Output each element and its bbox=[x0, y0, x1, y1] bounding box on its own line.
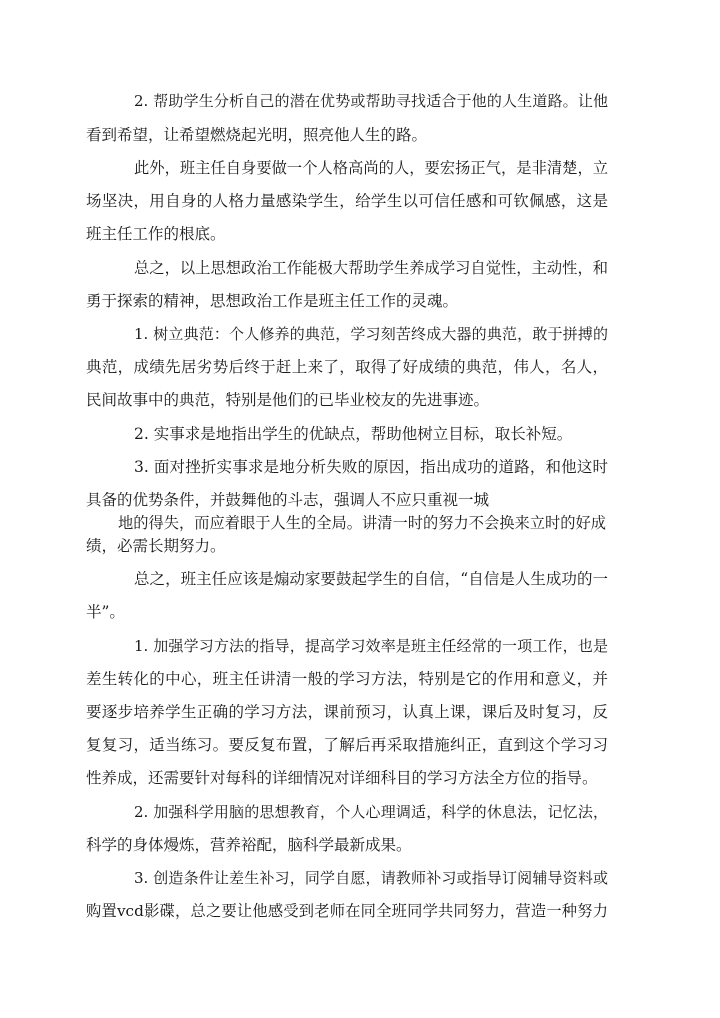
paragraph-line: 典范，成绩先居劣势后终于赶上来了，取得了好成绩的典范，伟人，名人， bbox=[86, 358, 608, 376]
paragraph-line: 购置vcd影碟，总之要让他感受到老师在同全班同学共同努力，营造一种努力 bbox=[86, 902, 608, 920]
paragraph-line: 地的得失，而应着眼于人生的全局。讲清一时的努力不会换来立时的好成 bbox=[118, 514, 606, 532]
paragraph-line: 场坚决，用自身的人格力量感染学生，给学生以可信任感和可钦佩感，这是 bbox=[86, 192, 608, 210]
paragraph-line: 1. 加强学习方法的指导，提高学习效率是班主任经常的一项工作，也是 bbox=[134, 637, 608, 655]
paragraph-line: 勇于探索的精神，思想政治工作是班主任工作的灵魂。 bbox=[86, 292, 459, 310]
paragraph-line: 1. 树立典范：个人修养的典范，学习刻苦终成大器的典范，敢于拼搏的 bbox=[134, 325, 608, 343]
paragraph-line: 差生转化的中心，班主任讲清一般的学习方法，特别是它的作用和意义，并 bbox=[86, 670, 608, 688]
paragraph-line: 2. 帮助学生分析自己的潜在优势或帮助寻找适合于他的人生道路。让他 bbox=[134, 92, 608, 110]
paragraph-line: 总之，班主任应该是煽动家要鼓起学生的自信，“自信是人生成功的一 bbox=[134, 570, 608, 588]
paragraph-line: 复复习，适当练习。要反复布置，了解后再采取措施纠正，直到这个学习习 bbox=[86, 736, 608, 754]
paragraph-line: 民间故事中的典范，特别是他们的已毕业校友的先进事迹。 bbox=[86, 391, 490, 409]
paragraph-line: 3. 面对挫折实事求是地分析失败的原因，指出成功的道路，和他这时 bbox=[134, 458, 608, 476]
paragraph-line: 总之，以上思想政治工作能极大帮助学生养成学习自觉性，主动性，和 bbox=[134, 259, 608, 277]
paragraph-line: 具备的优势条件，并鼓舞他的斗志，强调人不应只重视一城 bbox=[86, 491, 490, 509]
paragraph-line: 2. 实事求是地指出学生的优缺点，帮助他树立目标，取长补短。 bbox=[134, 425, 573, 443]
paragraph-line: 此外，班主任自身要做一个人格高尚的人，要宏扬正气，是非清楚，立 bbox=[134, 159, 608, 177]
paragraph-line: 看到希望，让希望燃烧起光明，照亮他人生的路。 bbox=[86, 126, 428, 144]
paragraph-line: 要逐步培养学生正确的学习方法，课前预习，认真上课，课后及时复习，反 bbox=[86, 703, 608, 721]
paragraph-line: 3. 创造条件让差生补习，同学自愿，请教师补习或指导订阅辅导资料或 bbox=[134, 869, 608, 887]
paragraph-line: 绩，必需长期努力。 bbox=[86, 537, 226, 555]
paragraph-line: 2. 加强科学用脑的思想教育，个人心理调适，科学的休息法，记忆法， bbox=[134, 803, 608, 821]
paragraph-line: 班主任工作的根底。 bbox=[86, 225, 226, 243]
paragraph-line: 性养成，还需要针对每科的详细情况对详细科目的学习方法全方位的指导。 bbox=[86, 769, 598, 787]
paragraph-line: 科学的身体熳炼，营养裕配，脑科学最新成果。 bbox=[86, 836, 412, 854]
paragraph-line: 半”。 bbox=[86, 603, 125, 621]
